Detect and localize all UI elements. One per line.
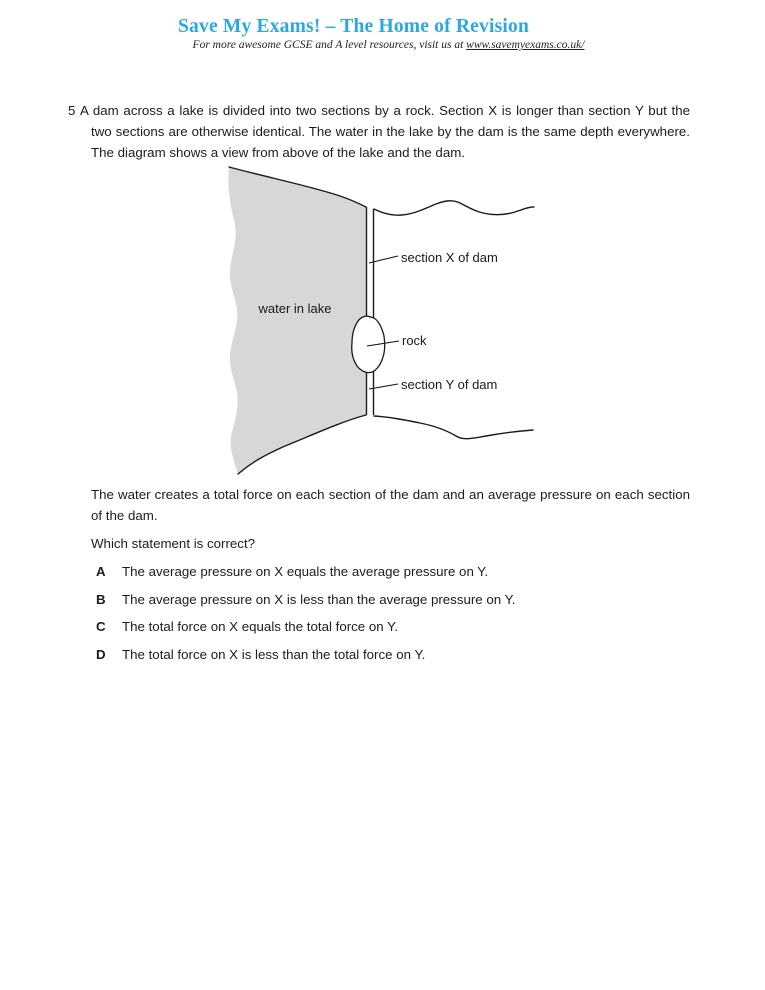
- dam-diagram: [215, 155, 565, 485]
- option-d-letter: D: [96, 646, 106, 662]
- lake-water-shape: [228, 167, 366, 474]
- subtitle-text: For more awesome GCSE and A level resources, visit us at: [192, 39, 467, 51]
- option-a-text: The average pressure on X equals the average pressure on Y.: [122, 564, 489, 579]
- label-section-x: section X of dam: [401, 250, 498, 265]
- option-a: [96, 561, 696, 582]
- option-b-letter: B: [96, 591, 106, 607]
- question-followup: The water creates a total force on each section of the dam and an average pressure on each section of the dam.: [91, 487, 690, 523]
- shoreline-top-right: [374, 201, 534, 215]
- header-subtitle: [6, 39, 765, 51]
- question-number: 5: [68, 103, 76, 118]
- option-c: [96, 616, 696, 637]
- question-prompt: Which statement is correct?: [91, 536, 256, 551]
- page-title: Save My Exams! – The Home of Revision: [178, 16, 529, 37]
- shoreline-bottom-right: [374, 416, 533, 439]
- option-b-text: The average pressure on X is less than the average pressure on Y.: [122, 591, 516, 607]
- option-c-letter: C: [96, 619, 106, 634]
- option-d: [96, 644, 696, 665]
- option-d-text: The total force on X is less than the total force on Y.: [122, 646, 426, 662]
- option-c-text: The total force on X equals the total force on Y.: [122, 619, 398, 634]
- option-b: [96, 589, 696, 610]
- label-water-in-lake: water in lake: [258, 301, 332, 316]
- option-a-letter: A: [96, 564, 106, 579]
- label-section-y: section Y of dam: [401, 377, 498, 392]
- savemyexams-link[interactable]: www.savemyexams.co.uk/: [466, 39, 585, 51]
- question-text: A dam across a lake is divided into two sections by a rock. Section X is longer than section Y but the two sections are otherwise identical. The water in the lake by the dam is the same depth everywhere. The diagram shows a view from above of the lake and the dam.: [80, 103, 690, 160]
- label-rock: rock: [402, 333, 427, 348]
